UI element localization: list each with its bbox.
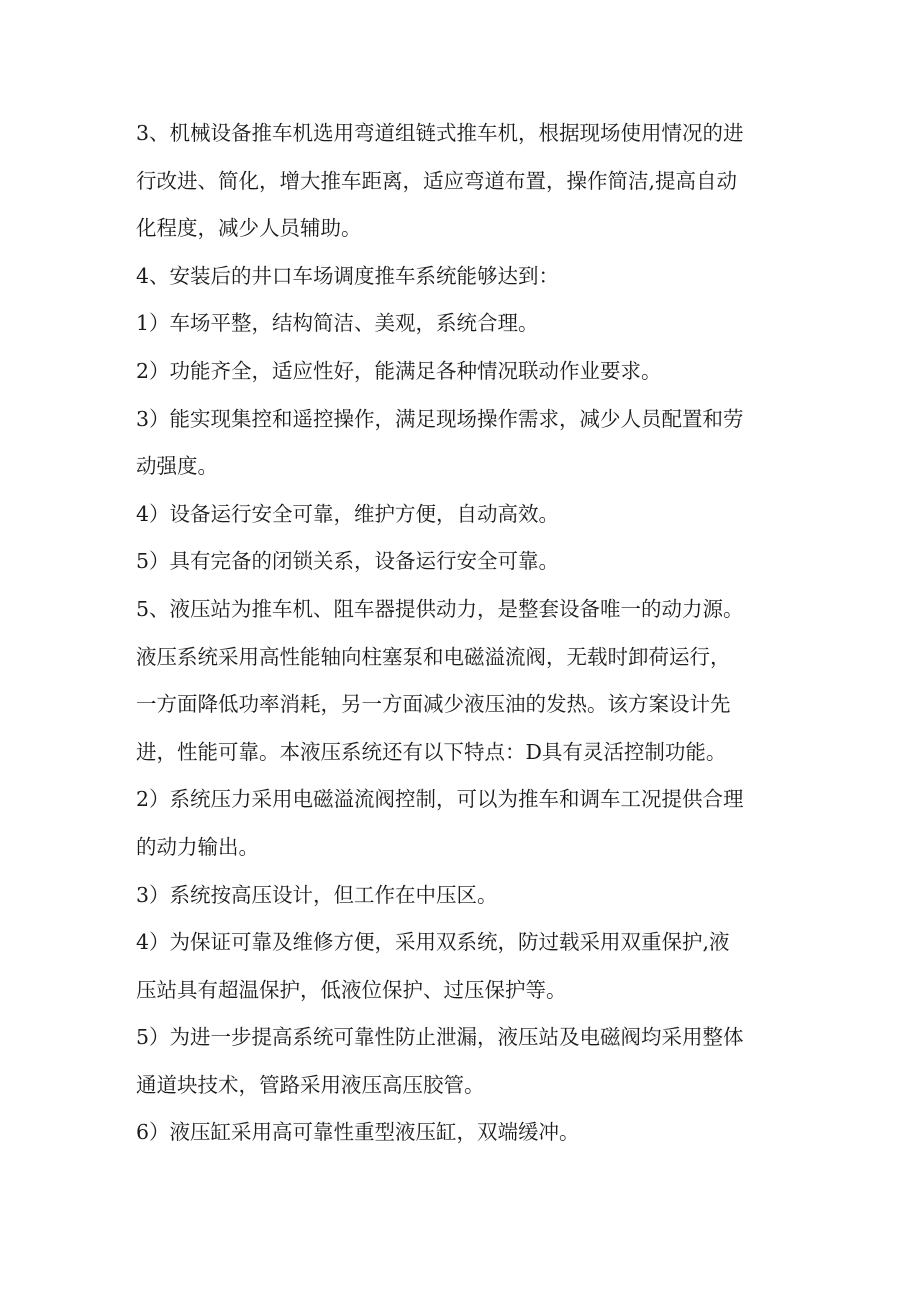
text-line: 3、机械设备推车机选用弯道组链式推车机，根据现场使用情况的进 xyxy=(136,121,744,145)
text-line: 1）车场平整，结构简洁、美观，系统合理。 xyxy=(136,311,539,336)
text-line: 5）具有完备的闭锁关系，设备运行安全可靠。 xyxy=(136,549,560,574)
paragraph xyxy=(136,491,784,539)
text-line: 动强度。 xyxy=(136,454,218,479)
paragraph xyxy=(136,538,784,586)
paragraph xyxy=(136,348,784,396)
paragraph xyxy=(136,919,784,1014)
text-line: 5、液压站为推车机、阻车器提供动力，是整套设备唯一的动力源。 xyxy=(136,596,744,621)
paragraph xyxy=(136,1109,784,1157)
paragraph xyxy=(136,872,784,920)
text-line: 行改进、简化，增大推车距离，适应弯道布置，操作简洁,提高自动 xyxy=(136,168,738,193)
paragraph xyxy=(136,253,784,301)
paragraph xyxy=(136,300,784,348)
text-line: 进，性能可靠。本液压系统还有以下特点：D具有灵活控制功能。 xyxy=(136,739,727,764)
paragraph xyxy=(136,396,784,491)
paragraph xyxy=(136,1014,784,1109)
text-line: 压站具有超温保护，低液位保护、过压保护等。 xyxy=(136,977,567,1002)
text-line: 液压系统采用高性能轴向柱塞泵和电磁溢流阀，无载时卸荷运行， xyxy=(136,644,731,669)
text-line: 通道块技术，管路采用液压高压胶管。 xyxy=(136,1072,485,1097)
text-line: 化程度，减少人员辅助。 xyxy=(136,216,362,241)
paragraph xyxy=(136,586,784,776)
text-line: 4）为保证可靠及维修方便，采用双系统，防过载采用双重保护,液 xyxy=(136,930,730,955)
text-line: 2）功能齐全，适应性好，能满足各种情况联动作业要求。 xyxy=(136,358,662,383)
text-line: 一方面降低功率消耗，另一方面减少液压油的发热。该方案设计先 xyxy=(136,692,731,717)
text-line: 的动力输出。 xyxy=(136,834,259,859)
text-line: 2）系统压力采用电磁溢流阀控制，可以为推车和调车工况提供合理 xyxy=(136,787,744,812)
document-body xyxy=(136,110,784,1157)
paragraph xyxy=(136,776,784,871)
text-line: 3）系统按高压设计，但工作在中压区。 xyxy=(136,882,498,907)
paragraph xyxy=(136,110,784,253)
text-line: 4、安装后的井口车场调度推车系统能够达到： xyxy=(136,263,560,288)
text-line: 5）为进一步提高系统可靠性防止泄漏，液压站及电磁阀均采用整体 xyxy=(136,1025,744,1050)
text-line: 6）液压缸采用高可靠性重型液压缸，双端缓冲。 xyxy=(136,1120,580,1145)
text-line: 4）设备运行安全可靠，维护方便，自动高效。 xyxy=(136,501,560,526)
text-line: 3）能实现集控和遥控操作，满足现场操作需求，减少人员配置和劳 xyxy=(136,406,744,431)
